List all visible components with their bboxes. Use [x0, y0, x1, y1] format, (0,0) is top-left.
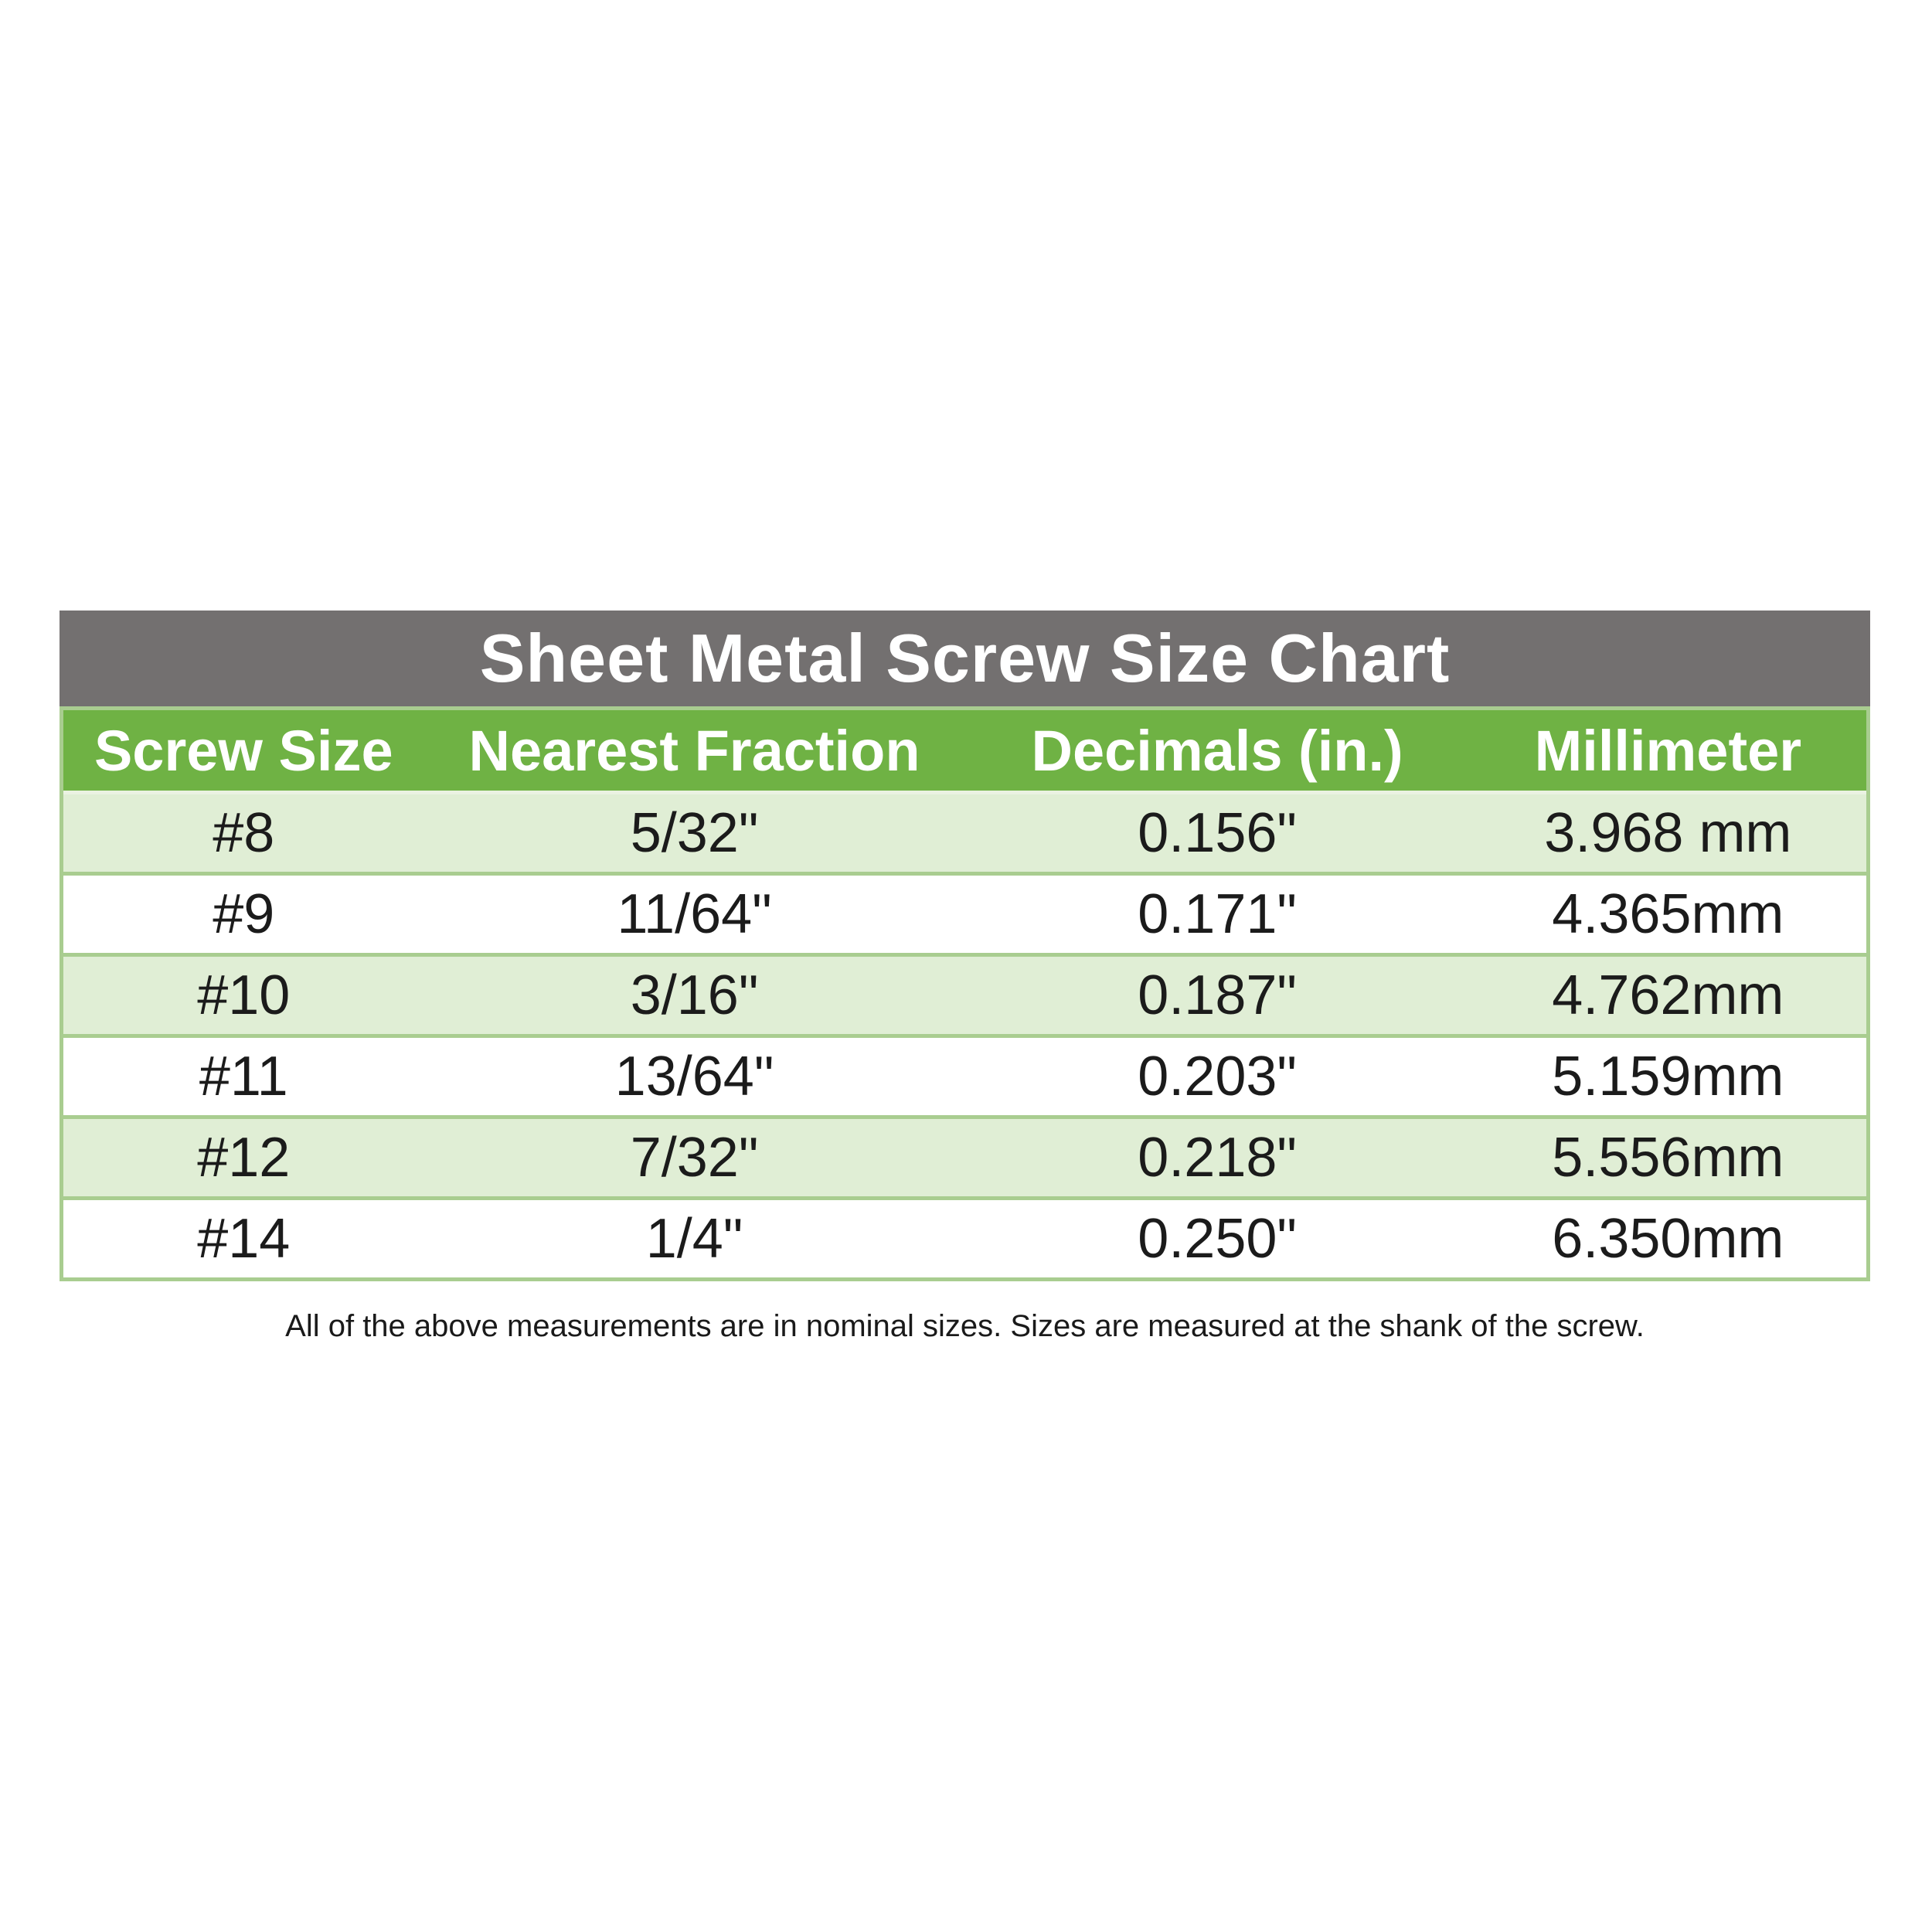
cell-decimals: 0.156" — [1138, 802, 1297, 864]
cell-decimals: 0.250" — [1138, 1208, 1297, 1270]
cell-decimals: 0.203" — [1138, 1046, 1297, 1107]
cell-screw-size: #14 — [197, 1208, 291, 1270]
cell-millimeter: 5.556mm — [1552, 1127, 1784, 1189]
cell-screw-size: #10 — [197, 964, 291, 1026]
table-row — [63, 872, 1866, 953]
cell-millimeter: 6.350mm — [1552, 1208, 1784, 1270]
cell-decimals: 0.218" — [1138, 1127, 1297, 1189]
cell-millimeter: 4.762mm — [1552, 964, 1784, 1026]
cell-millimeter: 5.159mm — [1552, 1046, 1784, 1107]
chart-title-bar — [60, 611, 1870, 706]
cell-decimals: 0.171" — [1138, 883, 1297, 945]
cell-screw-size: #9 — [213, 883, 275, 945]
cell-nearest-fraction: 5/32" — [630, 802, 759, 864]
cell-screw-size: #8 — [213, 802, 275, 864]
cell-screw-size: #12 — [197, 1127, 291, 1189]
cell-nearest-fraction: 11/64" — [617, 883, 772, 945]
cell-millimeter: 4.365mm — [1552, 883, 1784, 945]
chart-title: Sheet Metal Screw Size Chart — [479, 620, 1451, 696]
table-row — [63, 1034, 1866, 1115]
table-header-row — [63, 710, 1866, 794]
cell-decimals: 0.187" — [1138, 964, 1297, 1026]
screw-size-chart — [60, 611, 1870, 1344]
table-row — [63, 794, 1866, 872]
column-header-millimeter: Millimeter — [1534, 718, 1802, 783]
table-body — [60, 706, 1870, 1281]
cell-nearest-fraction: 13/64" — [614, 1046, 774, 1107]
table-row — [63, 1196, 1866, 1277]
column-header-screw-size: Screw Size — [94, 718, 393, 783]
cell-nearest-fraction: 1/4" — [645, 1208, 743, 1270]
cell-nearest-fraction: 7/32" — [630, 1127, 759, 1189]
table-row — [63, 1115, 1866, 1196]
column-header-nearest-fraction: Nearest Fraction — [468, 718, 920, 783]
table-row — [63, 953, 1866, 1034]
table-footnote: All of the above measurements are in nominal sizes. Sizes are measured at the shank of the screw. — [285, 1309, 1645, 1343]
cell-nearest-fraction: 3/16" — [630, 964, 759, 1026]
column-header-decimals: Decimals (in.) — [1031, 718, 1403, 783]
cell-screw-size: #11 — [199, 1046, 288, 1107]
cell-millimeter: 3.968 mm — [1544, 802, 1792, 864]
